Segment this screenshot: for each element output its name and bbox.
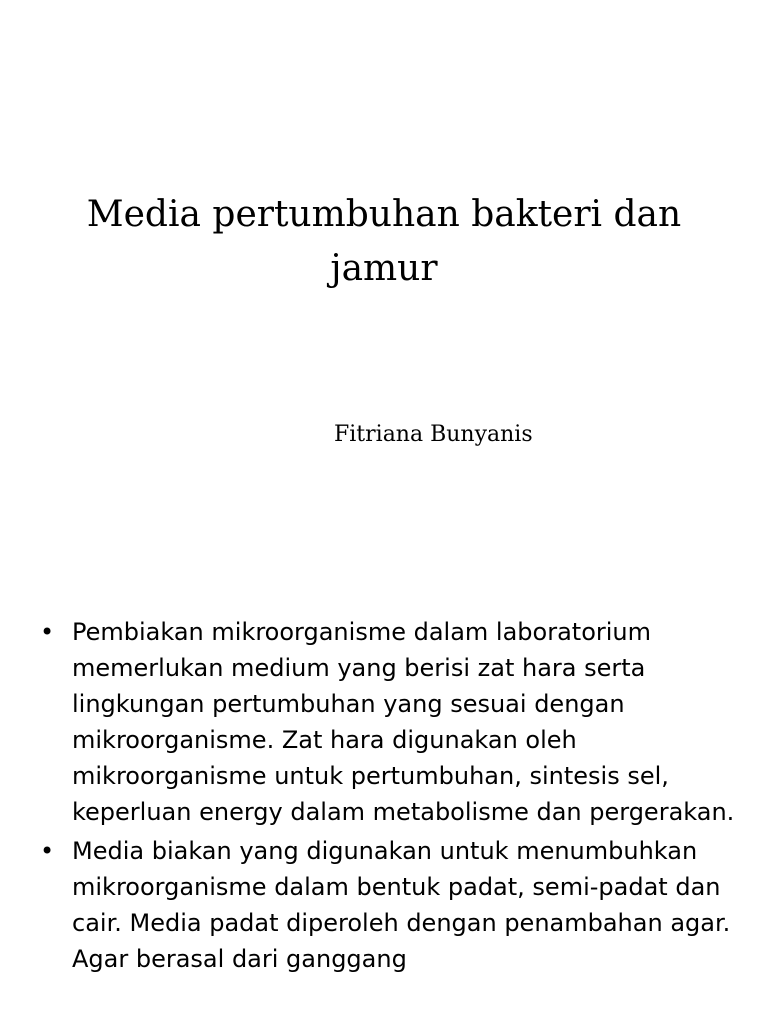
bullet-list — [40, 614, 740, 980]
bullet-icon: • — [40, 837, 55, 865]
list-item — [40, 833, 740, 977]
author-name: Fitriana Bunyanis — [334, 422, 533, 447]
list-item-text: Media biakan yang digunakan untuk menumbuhkan mikroorganisme dalam bentuk padat, semi-padat dan cair. Media padat diperoleh dengan penambahan agar. Agar berasal dari ganggang — [72, 837, 731, 973]
page-title: Media pertumbuhan bakteri dan jamur — [86, 194, 682, 289]
list-item-text: Pembiakan mikroorganisme dalam laboratorium memerlukan medium yang berisi zat hara serta lingkungan pertumbuhan yang sesuai dengan mikroorganisme. Zat hara digunakan oleh mikroorganisme untuk pertumbuhan, sintesis sel, keperluan energy dalam metabolisme dan pergerakan. — [72, 618, 735, 826]
list-item — [40, 614, 740, 830]
bullet-icon: • — [40, 618, 55, 646]
